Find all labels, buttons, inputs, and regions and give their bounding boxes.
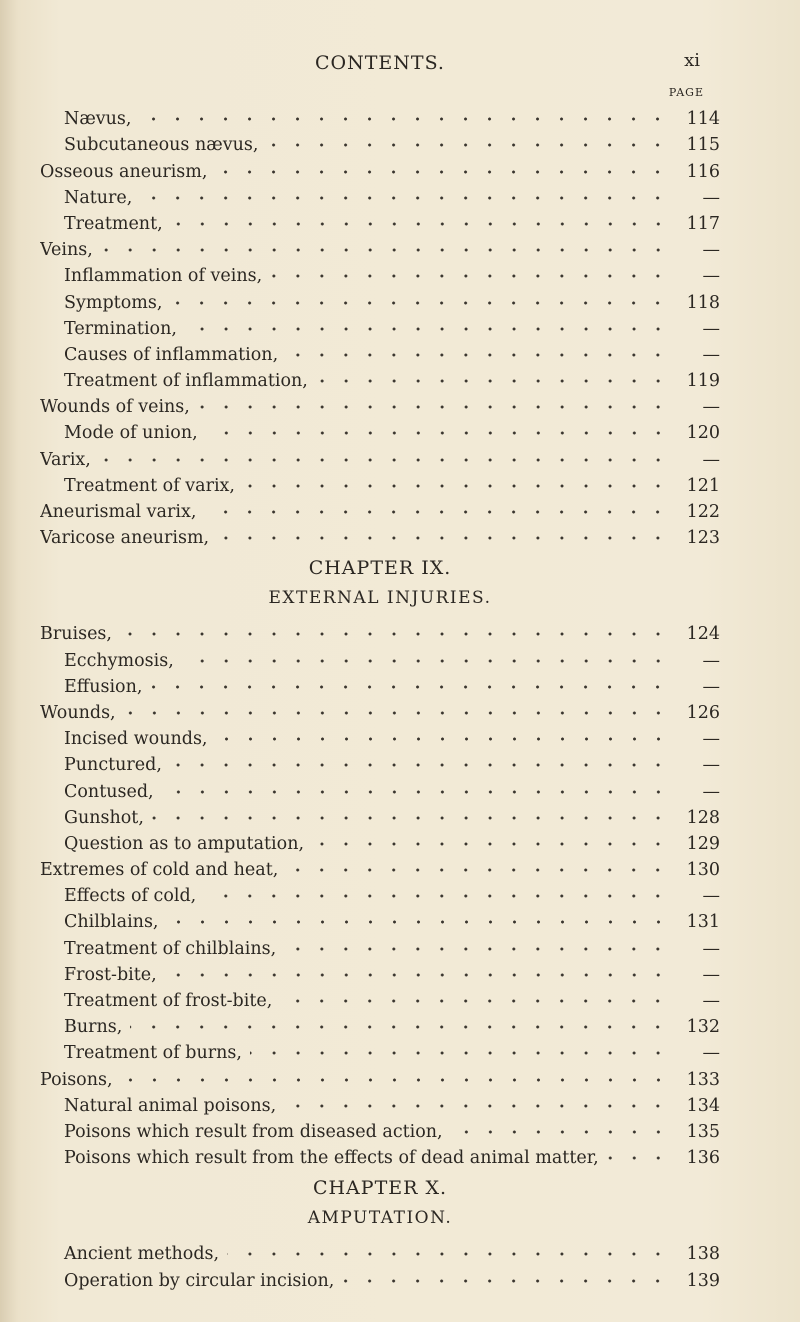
entry-page-number: — xyxy=(702,964,720,985)
toc-entry xyxy=(40,235,720,261)
dot-leader xyxy=(451,1125,670,1139)
entry-title: Poisons which result from the effects of dead animal matter, xyxy=(64,1148,599,1169)
dot-leader xyxy=(121,1073,670,1087)
toc-entry xyxy=(40,829,720,855)
entry-page-number: — xyxy=(702,729,720,750)
toc-entry xyxy=(40,1012,720,1038)
entry-title: Burns, xyxy=(64,1017,123,1038)
entry-title: Wounds, xyxy=(40,702,116,723)
entry-title: Osseous aneurism, xyxy=(40,161,208,182)
entry-page-number: 119 xyxy=(686,371,720,392)
toc-entry xyxy=(40,418,720,444)
entry-title: Poisons which result from diseased action, xyxy=(64,1121,443,1142)
toc-entry xyxy=(40,803,720,829)
entry-page-number: 123 xyxy=(686,528,720,549)
entry-title: Bruises, xyxy=(40,624,112,645)
toc-entry xyxy=(40,471,720,497)
dot-leader xyxy=(171,217,670,231)
entry-title: Inflammation of veins, xyxy=(64,266,263,287)
entry-title: Frost-bite, xyxy=(64,964,157,985)
entry-title: Varicose aneurism, xyxy=(40,528,210,549)
toc-entry xyxy=(40,907,720,933)
dot-leader xyxy=(250,1046,670,1060)
page-header xyxy=(0,44,800,84)
entry-page-number: 122 xyxy=(686,502,720,522)
page-number: xi xyxy=(684,50,700,71)
toc-entry xyxy=(40,497,720,523)
entry-title: Wounds of veins, xyxy=(40,397,190,418)
contents-list xyxy=(40,104,720,1292)
toc-entry xyxy=(40,986,720,1012)
entry-title: Veins, xyxy=(40,240,93,261)
toc-entry xyxy=(40,855,720,881)
dot-leader xyxy=(204,505,670,519)
entry-title: Treatment of chilblains, xyxy=(64,938,277,959)
toc-entry xyxy=(40,698,720,724)
dot-leader xyxy=(204,889,670,903)
dot-leader xyxy=(270,269,670,283)
entry-page-number: 138 xyxy=(686,1244,720,1265)
entry-title: Chilblains, xyxy=(64,912,159,933)
toc-entry xyxy=(40,261,720,287)
dot-leader xyxy=(182,654,670,668)
entry-title: Question as to amputation, xyxy=(64,833,305,854)
dot-leader xyxy=(215,165,670,179)
entry-page-number: — xyxy=(702,318,720,339)
entry-page-number: 133 xyxy=(686,1069,720,1090)
dot-leader xyxy=(280,994,670,1008)
toc-entry xyxy=(40,1091,720,1117)
toc-entry xyxy=(40,523,720,549)
toc-entry xyxy=(40,1143,720,1169)
dot-leader xyxy=(286,348,670,362)
entry-page-number: — xyxy=(702,755,720,776)
toc-entry xyxy=(40,750,720,776)
entry-page-number: — xyxy=(702,886,720,907)
page-column-label: PAGE xyxy=(668,86,704,99)
dot-leader xyxy=(342,1274,670,1288)
entry-page-number: — xyxy=(702,187,720,208)
entry-title: Ecchymosis, xyxy=(64,650,174,671)
entry-title: Treatment of inflammation, xyxy=(64,371,308,392)
entry-page-number: — xyxy=(702,650,720,671)
entry-title: Mode of union, xyxy=(64,423,198,444)
entry-title: Termination, xyxy=(64,318,177,339)
toc-entry xyxy=(40,645,720,671)
entry-page-number: — xyxy=(702,397,720,418)
dot-leader xyxy=(206,426,670,440)
toc-entry xyxy=(40,392,720,418)
entry-page-number: 118 xyxy=(686,292,720,313)
dot-leader xyxy=(266,138,670,152)
entry-page-number: 115 xyxy=(686,135,720,156)
entry-title: Causes of inflammation, xyxy=(64,344,279,365)
entry-page-number: 114 xyxy=(686,109,720,130)
entry-title: Treatment, xyxy=(64,213,163,234)
dot-leader xyxy=(99,453,670,467)
toc-entry xyxy=(40,619,720,645)
dot-leader xyxy=(312,837,670,851)
entry-page-number: 117 xyxy=(686,213,720,234)
dot-leader xyxy=(185,322,670,336)
entry-page-number: 124 xyxy=(686,624,720,645)
entry-page-number: 126 xyxy=(686,702,720,723)
running-title: CONTENTS. xyxy=(315,52,445,74)
entry-title: Symptoms, xyxy=(64,292,163,313)
toc-entry xyxy=(40,104,720,130)
dot-leader xyxy=(101,243,670,257)
entry-title: Treatment of varix, xyxy=(64,475,235,496)
toc-entry xyxy=(40,287,720,313)
toc-entry xyxy=(40,366,720,392)
entry-title: Punctured, xyxy=(64,755,162,776)
dot-leader xyxy=(150,680,670,694)
entry-page-number: — xyxy=(702,676,720,697)
entry-page-number: 121 xyxy=(686,475,720,496)
dot-leader xyxy=(284,1099,670,1113)
entry-title: Operation by circular incision, xyxy=(64,1270,335,1291)
entry-title: Extremes of cold and heat, xyxy=(40,860,279,881)
entry-title: Contused, xyxy=(64,781,154,802)
entry-title: Ancient methods, xyxy=(64,1244,220,1265)
toc-entry xyxy=(40,1064,720,1090)
entry-page-number: 120 xyxy=(686,423,720,444)
entry-page-number: — xyxy=(702,781,720,802)
chapter-subtitle: AMPUTATION. xyxy=(307,1208,453,1229)
toc-entry xyxy=(40,183,720,209)
chapter-subtitle: EXTERNAL INJURIES. xyxy=(268,588,492,609)
dot-leader xyxy=(165,968,670,982)
dot-leader xyxy=(607,1151,670,1165)
entry-title: Nævus, xyxy=(64,109,132,130)
entry-page-number: — xyxy=(702,240,720,261)
dot-leader xyxy=(124,706,670,720)
entry-title: Treatment of frost-bite, xyxy=(64,991,273,1011)
toc-entry xyxy=(40,1239,720,1265)
dot-leader xyxy=(170,296,670,310)
dot-leader xyxy=(198,400,670,414)
entry-page-number: 129 xyxy=(686,833,720,854)
toc-entry xyxy=(40,960,720,986)
entry-page-number: 135 xyxy=(686,1121,720,1142)
toc-entry xyxy=(40,1038,720,1064)
entry-title: Effects of cold, xyxy=(64,886,197,907)
entry-page-number: 131 xyxy=(686,912,720,933)
toc-entry xyxy=(40,1265,720,1291)
entry-page-number: 116 xyxy=(686,161,720,182)
entry-title: Treatment of burns, xyxy=(64,1043,242,1064)
entry-page-number: — xyxy=(702,938,720,959)
dot-leader xyxy=(216,732,671,746)
entry-page-number: — xyxy=(702,991,720,1011)
entry-title: Gunshot, xyxy=(64,807,144,828)
dot-leader xyxy=(152,811,670,825)
toc-entry xyxy=(40,209,720,235)
entry-page-number: — xyxy=(702,344,720,365)
toc-entry xyxy=(40,340,720,366)
entry-page-number: 136 xyxy=(686,1148,720,1169)
dot-leader xyxy=(120,627,670,641)
dot-leader xyxy=(243,479,670,493)
entry-page-number: 139 xyxy=(686,1270,720,1291)
toc-entry xyxy=(40,130,720,156)
dot-leader xyxy=(227,1247,670,1261)
dot-leader xyxy=(130,1020,670,1034)
entry-title: Effusion, xyxy=(64,676,143,697)
dot-leader xyxy=(217,531,670,545)
dot-leader xyxy=(284,942,670,956)
entry-page-number: 132 xyxy=(686,1017,720,1038)
chapter-heading: CHAPTER X. xyxy=(312,1177,448,1200)
dot-leader xyxy=(162,785,670,799)
toc-entry xyxy=(40,881,720,907)
dot-leader xyxy=(167,915,671,929)
dot-leader xyxy=(316,374,670,388)
entry-page-number: — xyxy=(702,266,720,287)
entry-page-number: — xyxy=(702,449,720,470)
entry-title: Subcutaneous nævus, xyxy=(64,135,259,156)
dot-leader xyxy=(286,863,670,877)
entry-title: Natural animal poisons, xyxy=(64,1095,277,1116)
entry-title: Nature, xyxy=(64,187,133,208)
toc-entry xyxy=(40,672,720,698)
toc-entry xyxy=(40,724,720,750)
dot-leader xyxy=(140,191,670,205)
chapter-heading: CHAPTER IX. xyxy=(308,557,452,580)
entry-page-number: — xyxy=(702,1043,720,1064)
dot-leader xyxy=(139,112,670,126)
entry-page-number: 134 xyxy=(686,1095,720,1116)
entry-page-number: 128 xyxy=(686,807,720,828)
entry-title: Incised wounds, xyxy=(64,729,208,750)
entry-title: Varix, xyxy=(40,449,91,470)
dot-leader xyxy=(170,758,670,772)
toc-entry xyxy=(40,933,720,959)
toc-entry xyxy=(40,444,720,470)
toc-entry xyxy=(40,1117,720,1143)
toc-entry xyxy=(40,156,720,182)
toc-entry xyxy=(40,314,720,340)
entry-page-number: 130 xyxy=(686,860,720,881)
entry-title: Aneurismal varix, xyxy=(40,502,197,522)
toc-entry xyxy=(40,776,720,802)
entry-title: Poisons, xyxy=(40,1069,113,1090)
